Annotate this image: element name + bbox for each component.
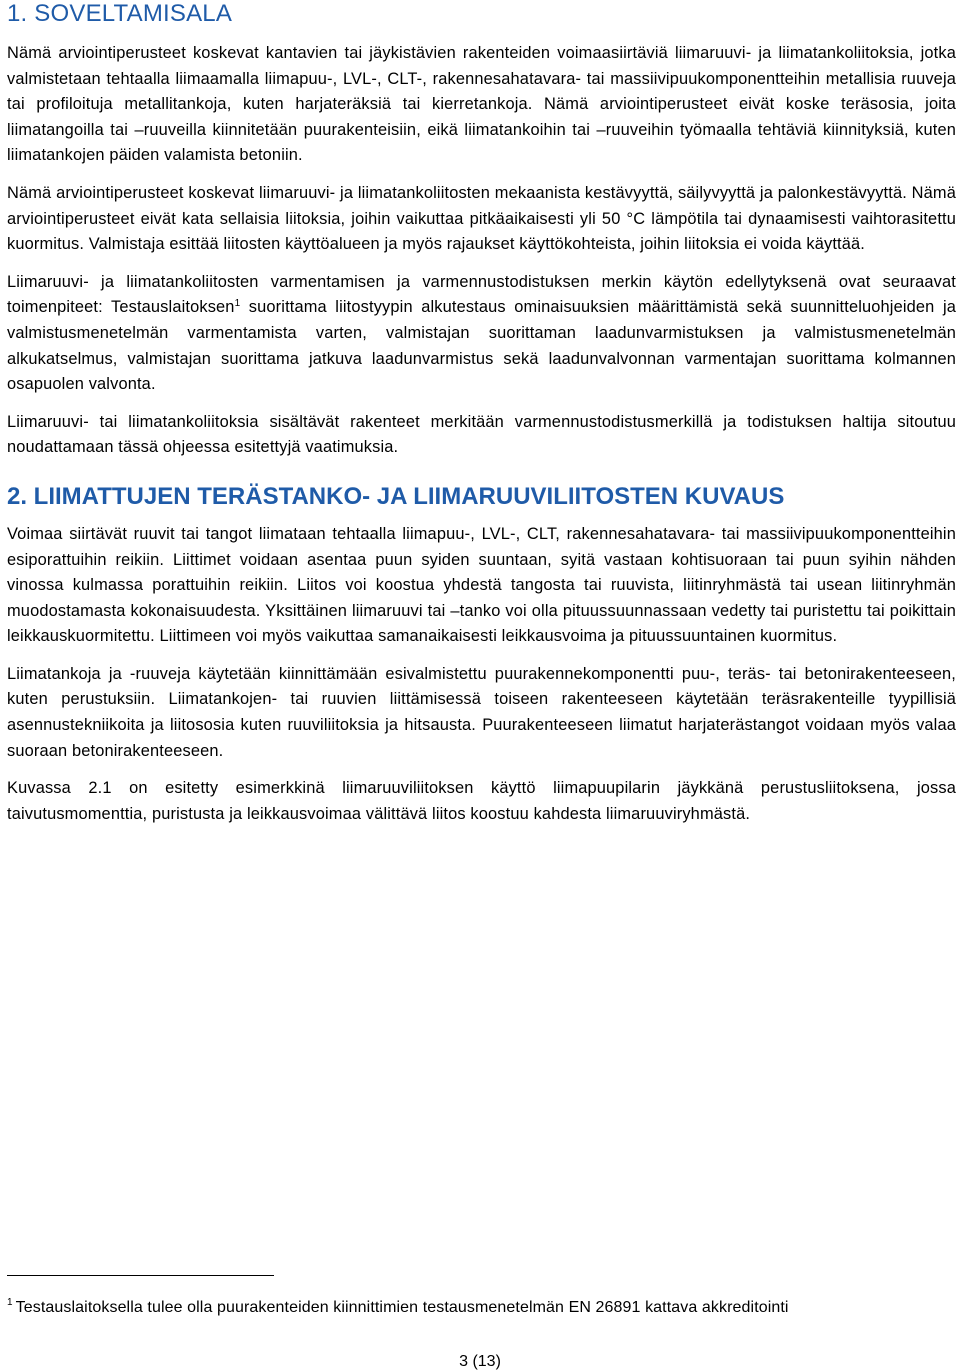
section-2-paragraph-2: Liimatankoja ja -ruuveja käytetään kiinnittämään esivalmistettu puurakennekomponentti puu-, teräs- tai betonirakenteeseen, kuten perustuksiin. Liimatankojen- tai ruuvien liittämisessä toiseen rakenteeseen käytetään teräsrakenteille tyypillisiä asennustekniikoita ja liitososia kuten ruuviliitoksia ja hitsausta. Puurakenteeseen liimatut harjaterästangot voidaan myös valaa suoraan betonirakenteeseen.	[7, 664, 956, 760]
footnote-text: Testauslaitoksella tulee olla puurakenteiden kiinnittimien testausmenetelmän EN 26891 kattava akkreditointi	[15, 1299, 789, 1316]
section-2-paragraph-3: Kuvassa 2.1 on esitetty esimerkkinä liimaruuviliitoksen käyttö liimapuupilarin jäykkänä perustusliitoksena, jossa taivutusmomenttia, puristusta ja leikkausvoimaa välittävä liitos koostuu kahdesta liimaruuviryhmästä.	[7, 779, 956, 823]
footnote-reference: 1	[234, 298, 241, 310]
section-2-heading: 2. LIIMATTUJEN TERÄSTANKO- JA LIIMARUUVILIITOSTEN KUVAUS	[7, 482, 785, 510]
paragraph-3-text-before: Liimaruuvi- ja liimatankoliitosten varmentamisen ja varmennustodistuksen merkin käytön edellytyksenä ovat seuraavat toimenpiteet: Testauslaitoksen	[7, 272, 956, 317]
section-1-paragraph-2: Nämä arviointiperusteet koskevat liimaruuvi- ja liimatankoliitosten mekaanista kestävyyttä, säilyvyyttä ja palonkestävyyttä. Nämä arviointiperusteet eivät kata sellaisia liitoksia, joihin vaikuttaa pitkäaikaisesti yli 50 °C lämpötila tai dynaamisesti vaihtorasitettu kuormitus. Valmistaja esittää liitosten käyttöalueen ja myös rajaukset käyttökohteista, joihin liitoksia ei voida käyttää.	[7, 183, 956, 254]
footnote-separator	[7, 1275, 274, 1276]
footnote	[7, 1297, 952, 1319]
section-1-paragraph-3	[7, 270, 956, 398]
section-1-paragraph-1: Nämä arviointiperusteet koskevat kantavien tai jäykistävien rakenteiden voimaasiirtäviä liimaruuvi- ja liimatankoliitoksia, jotka valmistetaan tehtaalla liimaamalla liimapuu-, LVL-, CLT-, rakennesahatavara- tai massiivipuukomponentteihin metallisia ruuveja tai profiloituja metallitankoja, kuten harjateräksiä tai kierretankoja. Nämä arviointiperusteet eivät koske teräsosia, joita liimatangoilla tai –ruuveilla kiinnitetään puurakenteisiin, eikä liimatankoihin tai –ruuveihin työmaalla tehtäviä kiinnityksiä, kuten liimatankojen päiden valamista betoniin.	[7, 44, 956, 165]
section-2-paragraph-1: Voimaa siirtävät ruuvit tai tangot liimataan tehtaalla liimapuu-, LVL-, CLT, rakennesahatavara- tai massiivipuukomponentteihin esiporattuihin reikiin. Liittimet voidaan asentaa puun syiden suuntaan, syitä vastaan kohtisuoraan tai puun syihin nähden vinossa kulmassa porattuihin reikiin. Liitos voi koostua yhdestä tangosta tai ruuvista, liitinryhmästä tai usean liitinryhmän muodostamasta kokonaisuudesta. Yksittäinen liimaruuvi tai –tanko voi olla pituussuunnassaan vedetty tai puristettu tai poikittain leikkauskuormitettu. Liittimeen voi myös vaikuttaa samanaikaisesti leikkausvoima ja pituussuuntainen kuormitus.	[7, 524, 956, 646]
section-1-paragraph-4: Liimaruuvi- tai liimatankoliitoksia sisältävät rakenteet merkitään varmennustodistusmerkillä ja todistuksen haltija sitoutuu noudattamaan tässä ohjeessa esitettyjä vaatimuksia.	[7, 412, 956, 457]
document-page	[7, 0, 956, 827]
paragraph-3-text-after: suorittama liitostyypin alkutestaus ominaisuuksien määrittämistä sekä suunnitteluohjeiden ja valmistusmenetelmän varmentamista varten, valmistajan suorittaman laadunvarmistuksen ja valmistusmenetelmän alkukatselmus, valmistajan suorittama jatkuva laadunvarmistus sekä laadunvalvonnan varmentajan suorittama kolmannen osapuolen valvonta.	[7, 298, 956, 394]
footnote-marker: 1	[7, 1297, 13, 1308]
page-number: 3 (13)	[459, 1353, 501, 1370]
section-1-heading: 1. SOVELTAMISALA	[7, 0, 233, 27]
